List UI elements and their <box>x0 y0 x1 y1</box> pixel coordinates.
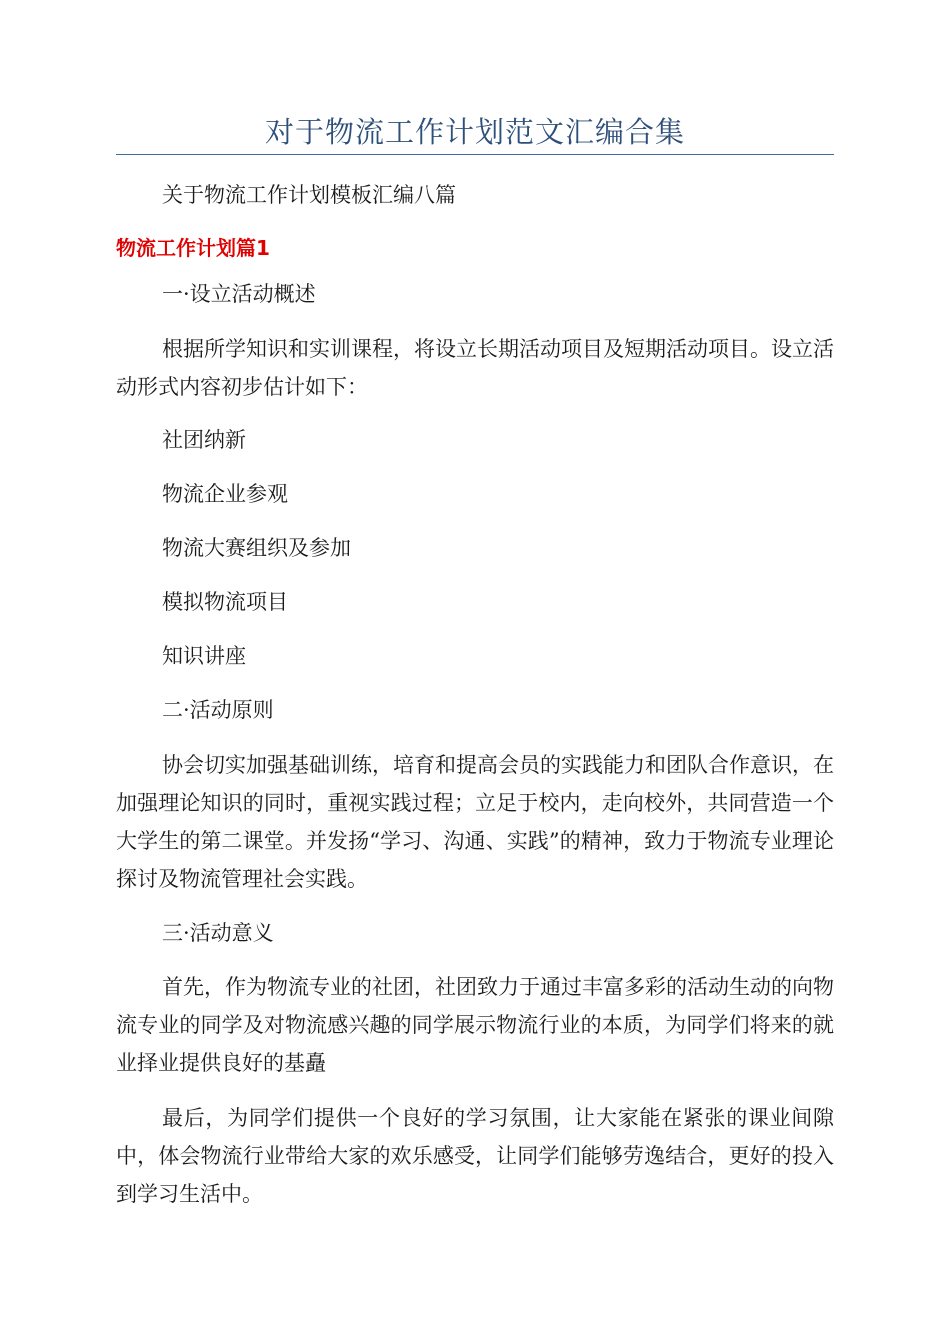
list-item: 社团纳新 <box>162 428 246 452</box>
section-heading: 物流工作计划篇1 <box>116 236 270 260</box>
paragraph-closing: 最后，为同学们提供一个良好的学习氛围，让大家能在紧张的课业间隙中，体会物流行业带给大家的欢乐感受，让同学们能够劳逸结合，更好的投入到学习生活中。 <box>116 1106 834 1206</box>
paragraph-significance: 首先，作为物流专业的社团，社团致力于通过丰富多彩的活动生动的向物流专业的同学及对物流感兴趣的同学展示物流行业的本质，为同学们将来的就业择业提供良好的基矗 <box>116 975 834 1075</box>
list-item: 物流企业参观 <box>162 482 288 506</box>
heading-overview: 一·设立活动概述 <box>162 282 316 306</box>
list-item: 模拟物流项目 <box>162 590 288 614</box>
list-item: 知识讲座 <box>162 644 246 668</box>
heading-principles: 二·活动原则 <box>162 698 274 722</box>
list-item: 物流大赛组织及参加 <box>162 536 351 560</box>
title-underline <box>116 154 834 155</box>
heading-significance: 三·活动意义 <box>162 921 274 945</box>
document-title: 对于物流工作计划范文汇编合集 <box>264 115 685 149</box>
document-subtitle: 关于物流工作计划模板汇编八篇 <box>162 183 456 207</box>
paragraph-principles: 协会切实加强基础训练，培育和提高会员的实践能力和团队合作意识，在加强理论知识的同时，重视实践过程；立足于校内，走向校外，共同营造一个大学生的第二课堂。并发扬“学习、沟通、实践”的精神，致力于物流专业理论探讨及物流管理社会实践。 <box>116 753 834 891</box>
paragraph-overview: 根据所学知识和实训课程，将设立长期活动项目及短期活动项目。设立活动形式内容初步估计如下： <box>116 337 834 399</box>
